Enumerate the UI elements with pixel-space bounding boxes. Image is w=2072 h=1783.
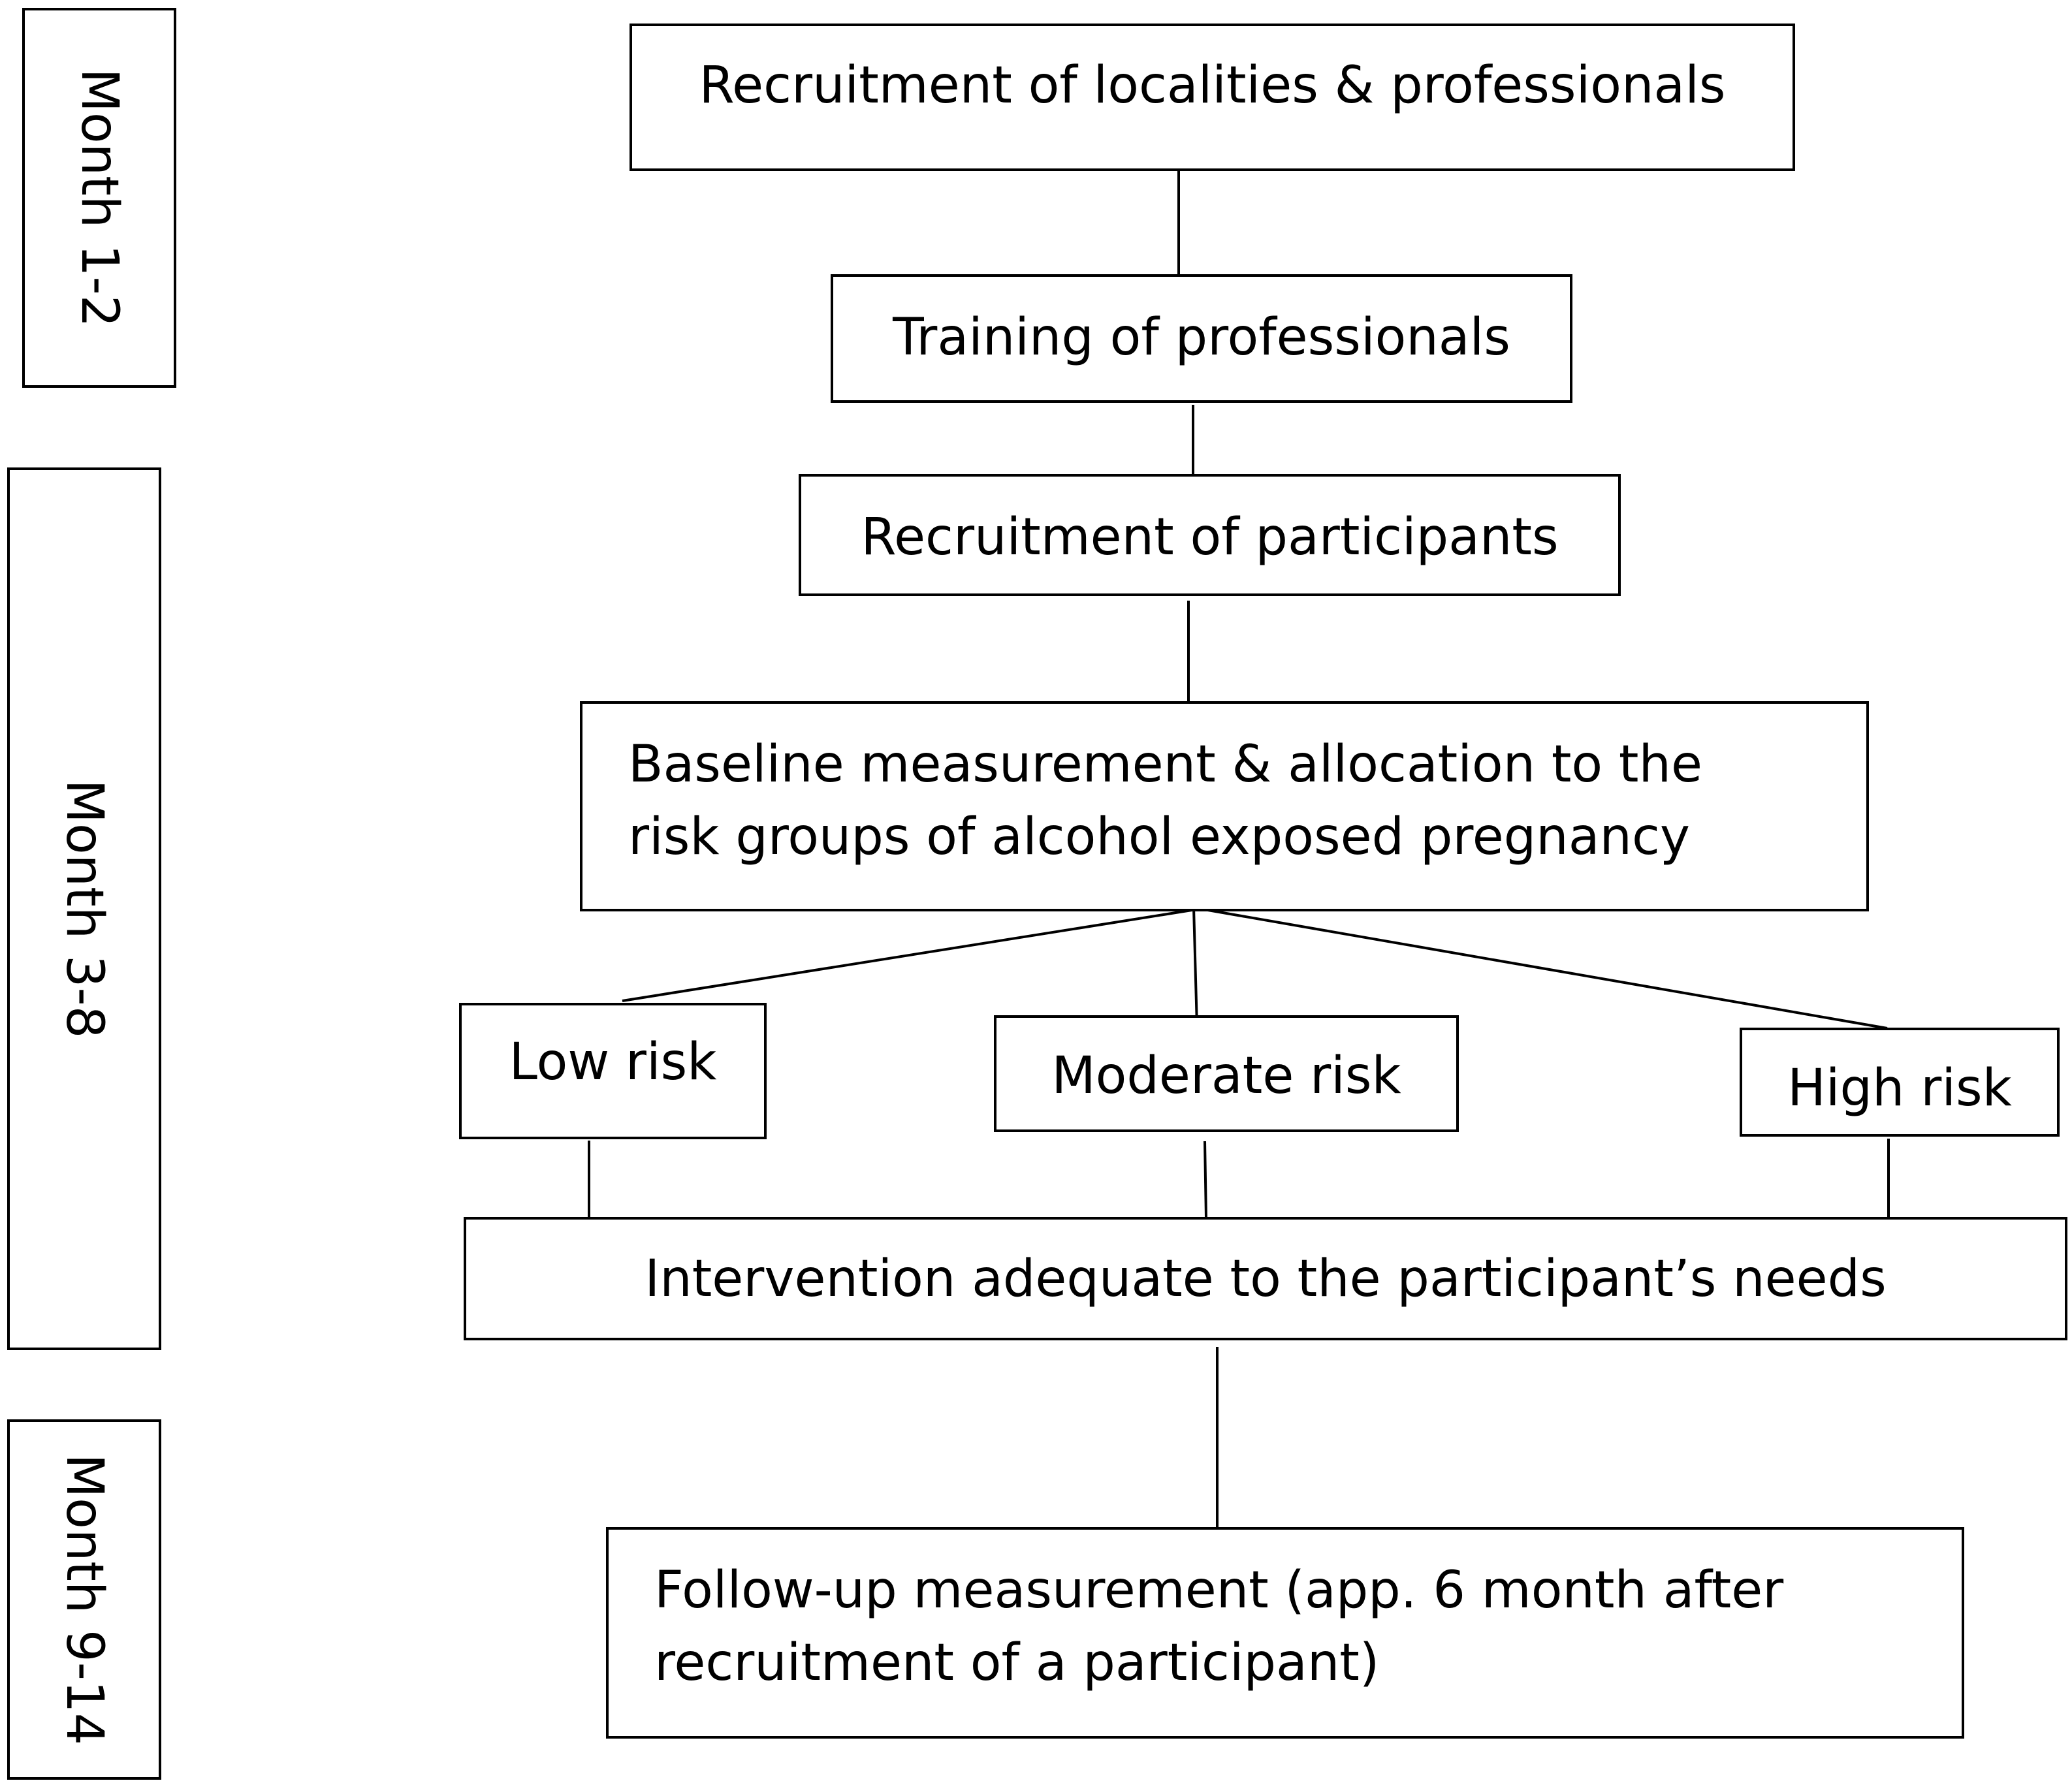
- step-follow-up-measurement-text: [654, 1554, 1783, 1699]
- step-baseline-measurement: [580, 701, 1869, 911]
- step-intervention-text: Intervention adequate to the participant’s needs: [645, 1250, 1887, 1308]
- connector-moderaterisk-intervention: [1205, 1141, 1206, 1218]
- step-moderate-risk-text: Moderate risk: [1051, 1047, 1401, 1105]
- phase-label-month-3-8: Month 3-8: [55, 779, 114, 1039]
- step-high-risk-text: High risk: [1787, 1059, 2012, 1118]
- step-recruitment-participants: [799, 474, 1621, 596]
- step-high-risk: [1740, 1028, 2060, 1137]
- step-baseline-line-2: risk groups of alcohol exposed pregnancy: [628, 807, 1691, 866]
- step-training-professionals-text: Training of professionals: [893, 308, 1510, 367]
- step-baseline-measurement-text: [628, 729, 1702, 874]
- step-recruitment-participants-text: Recruitment of participants: [861, 508, 1559, 567]
- step-recruitment-localities-text: Recruitment of localities & professionals: [699, 56, 1726, 115]
- step-low-risk-text: Low risk: [509, 1033, 717, 1092]
- step-follow-up-line-1: Follow-up measurement (app. 6 month after: [654, 1561, 1784, 1620]
- step-follow-up-line-2: recruitment of a participant): [654, 1633, 1380, 1692]
- step-moderate-risk: [994, 1015, 1459, 1132]
- step-recruitment-localities: [630, 24, 1795, 171]
- phase-month-1-2: [22, 8, 176, 388]
- connector-baseline-lowrisk: [622, 909, 1200, 1001]
- step-low-risk: [459, 1003, 767, 1139]
- step-baseline-line-1: Baseline measurement & allocation to the: [628, 735, 1702, 794]
- phase-label-month-1-2: Month 1-2: [70, 68, 129, 328]
- phase-month-3-8: [7, 467, 161, 1350]
- connector-baseline-highrisk: [1200, 909, 1887, 1028]
- step-training-professionals: [831, 274, 1572, 403]
- step-intervention: [464, 1217, 2067, 1340]
- step-follow-up-measurement: [606, 1527, 1964, 1739]
- phase-month-9-14: [7, 1419, 161, 1780]
- connector-baseline-moderaterisk: [1194, 907, 1197, 1027]
- phase-label-month-9-14: Month 9-14: [55, 1453, 114, 1746]
